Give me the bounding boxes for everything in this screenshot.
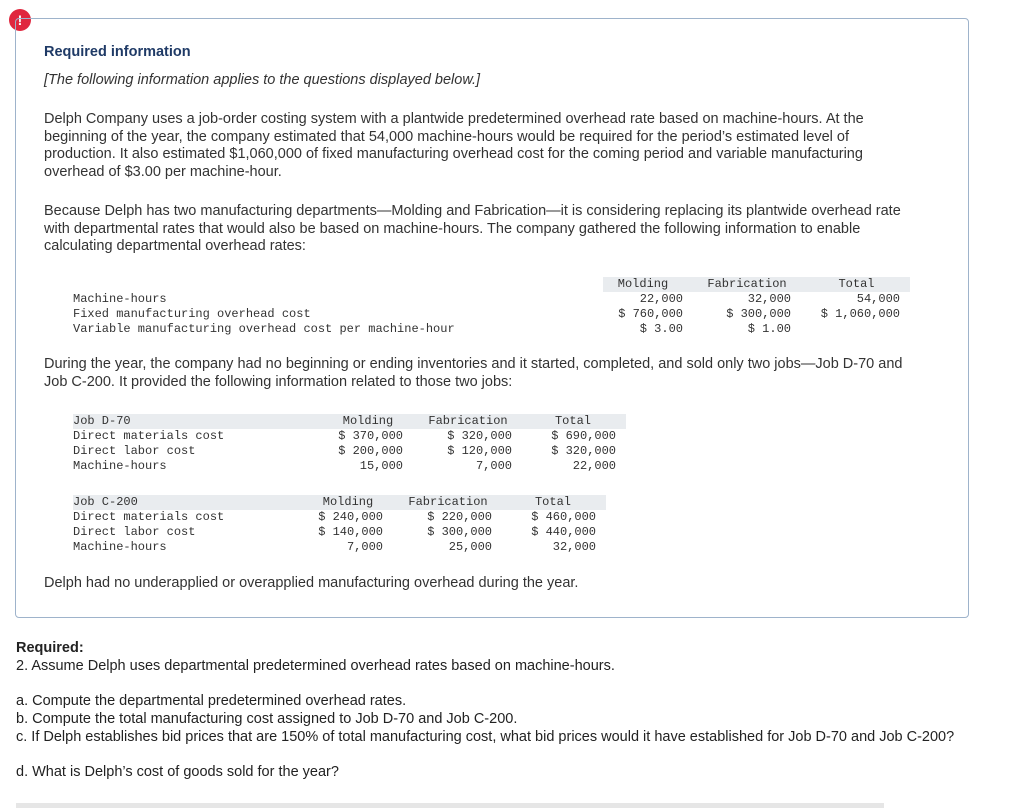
job-title: Job D-70 (73, 414, 131, 428)
cell-fabrication: $ 300,000 (726, 307, 791, 321)
cell-total: $ 460,000 (531, 510, 596, 524)
required-item-d: d. What is Delph’s cost of goods sold for the year? (16, 764, 339, 780)
header-fabrication: Fabrication (408, 495, 488, 509)
row-label: Direct labor cost (73, 444, 196, 458)
header-total: Total (534, 495, 571, 509)
cell-molding: 22,000 (639, 292, 683, 306)
required-item-b: b. Compute the total manufacturing cost assigned to Job D-70 and Job C-200. (16, 711, 518, 727)
required-item-a: a. Compute the departmental predetermined overhead rates. (16, 693, 407, 709)
row-label: Direct materials cost (73, 429, 225, 443)
cell-total (803, 322, 900, 337)
cell-molding: 7,000 (346, 540, 383, 554)
cell-total: $ 440,000 (531, 525, 596, 539)
required-item-c-text: c. If Delph establishes bid prices that are 150% of total manufacturing cost, what bid prices would it have established for Job D-70 and Job C-200? (16, 729, 955, 745)
header-fabrication: Fabrication (707, 277, 787, 291)
alert-icon: ! (9, 9, 31, 31)
row-label: Variable manufacturing overhead cost per machine-hour (73, 322, 455, 336)
cell-total: $ 1,060,000 (820, 307, 900, 321)
required-item-2: 2. Assume Delph uses departmental predetermined overhead rates based on machine-hours. (16, 658, 615, 674)
jobs-paragraph: During the year, the company had no beginning or ending inventories and it started, completed, and sold only two jobs—Job D-70 and Job C-200. It provided the following information related to those two jobs: (44, 356, 903, 390)
header-molding: Molding (617, 277, 669, 291)
cell-fabrication: 32,000 (747, 292, 791, 306)
cell-molding: $ 760,000 (618, 307, 683, 321)
cell-total: 22,000 (572, 459, 616, 473)
cell-fabrication: $ 1.00 (747, 322, 791, 336)
overhead-note-paragraph: Delph had no underapplied or overapplied manufacturing overhead during the year. (44, 575, 579, 591)
cell-molding: $ 240,000 (318, 510, 383, 524)
cell-total: $ 320,000 (551, 444, 616, 458)
required-item-c (16, 729, 976, 747)
header-total: Total (838, 277, 875, 291)
header-fabrication: Fabrication (428, 414, 508, 428)
cell-fabrication: $ 220,000 (427, 510, 492, 524)
cell-fabrication: $ 120,000 (447, 444, 512, 458)
required-label: Required: (16, 640, 84, 656)
job-d70-table (73, 414, 633, 476)
cell-fabrication: $ 300,000 (427, 525, 492, 539)
header-molding: Molding (342, 414, 394, 428)
intro-paragraph: Delph Company uses a job-order costing system with a plantwide predetermined overhead rate based on machine-hours. At the beginning of the year, the company estimated that 54,000 machine-hours would be required for the period’s estimated level of production. It also estimated $1,060,000 of fixed manufacturing overhead cost for the coming period and variable manufacturing overhead of $3.00 per machine-hour. (44, 111, 864, 180)
cell-molding: $ 200,000 (338, 444, 403, 458)
cell-molding: 15,000 (359, 459, 403, 473)
cell-total: $ 690,000 (551, 429, 616, 443)
bottom-divider (16, 803, 884, 808)
cell-fabrication: 25,000 (448, 540, 492, 554)
info-note: [The following information applies to the questions displayed below.] (44, 72, 481, 88)
job-c200-table (73, 495, 613, 557)
cell-fabrication: 7,000 (475, 459, 512, 473)
cell-total: 54,000 (856, 292, 900, 306)
required-information-title: Required information (44, 44, 191, 60)
header-total: Total (554, 414, 591, 428)
cell-molding: $ 140,000 (318, 525, 383, 539)
row-label: Direct labor cost (73, 525, 196, 539)
job-title: Job C-200 (73, 495, 138, 509)
departments-paragraph: Because Delph has two manufacturing departments—Molding and Fabrication—it is considering replacing its plantwide overhead rate with departmental rates that would also be based on machine-hours. The company gathered the following information to enable calculating departmental overhead rates: (44, 203, 901, 254)
row-label: Direct materials cost (73, 510, 225, 524)
cell-fabrication: $ 320,000 (447, 429, 512, 443)
row-label: Machine-hours (73, 459, 167, 473)
cell-molding: $ 370,000 (338, 429, 403, 443)
cell-molding: $ 3.00 (639, 322, 683, 336)
header-molding: Molding (322, 495, 374, 509)
department-overhead-table (73, 277, 913, 339)
row-label: Fixed manufacturing overhead cost (73, 307, 311, 321)
cell-total: 32,000 (552, 540, 596, 554)
row-label: Machine-hours (73, 292, 167, 306)
row-label: Machine-hours (73, 540, 167, 554)
